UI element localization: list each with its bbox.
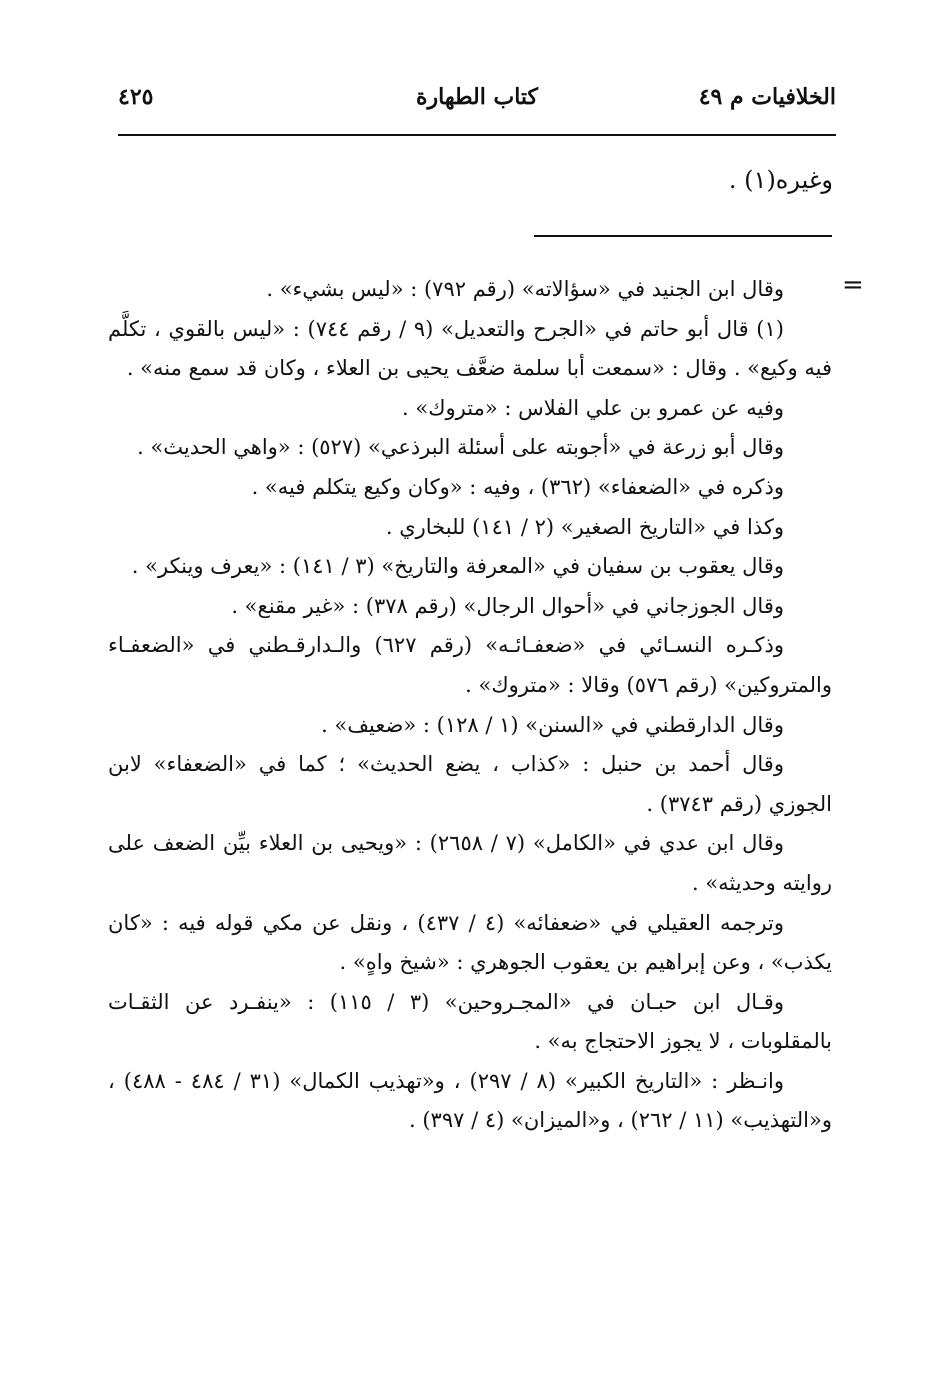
header-rule — [118, 134, 836, 136]
footnote-separator — [534, 235, 832, 237]
footnote-paragraph: وقال الجوزجاني في «أحوال الرجال» (رقم ٣٧٨) : «غير مقنع» . — [231, 593, 784, 618]
footnote-paragraph: وقال أبو زرعة في «أجوبته على أسئلة البرذعي» (٥٢٧) : «واهي الحديث» . — [137, 435, 784, 460]
main-text: وغيره(١) . — [728, 166, 833, 194]
footnote-paragraph: وكذا في «التاريخ الصغير» (٢ / ١٤١) للبخاري . — [385, 514, 784, 539]
footnotes — [108, 270, 832, 1141]
footnote-paragraph: وترجمه العقيلي في «ضعفائه» (٤ / ٤٣٧) ، ونقل عن مكي قوله فيه : «كان يكذب» ، وعن إبراهيم بن يعقوب الجوهري : «شيخ واهٍ» . — [108, 910, 832, 975]
footnote-paragraph: وقال ابن عدي في «الكامل» (٧ / ٢٦٥٨) : «ويحيى بن العلاء بيِّن الضعف على روايته وحديثه» . — [108, 831, 832, 895]
footnote-paragraph: وقال يعقوب بن سفيان في «المعرفة والتاريخ» (٣ / ١٤١) : «يعرف وينكر» . — [131, 554, 784, 579]
footnote-paragraph: وانـظر : «التاريخ الكبير» (٨ / ٢٩٧) ، و«تهذيب الكمال» (٣١ / ٤٨٤ - ٤٨٨) ، و«التهذيب» (١١ / ٢٦٢) ، و«الميزان» (٤ / ٣٩٧) . — [108, 1068, 832, 1133]
page-header — [118, 84, 836, 124]
chapter-title: كتاب الطهارة — [415, 84, 539, 110]
footnote-paragraph: وقال ابن الجنيد في «سؤالاته» (رقم ٧٩٢) : «ليس بشيء» . — [266, 277, 784, 301]
footnote-paragraph: وذكره في «الضعفاء» (٣٦٢) ، وفيه : «وكان وكيع يتكلم فيه» . — [251, 474, 784, 499]
footnote-paragraph: (١) قال أبو حاتم في «الجرح والتعديل» (٩ / رقم ٧٤٤) : «ليس بالقوي ، تكلَّم فيه وكيع» . وقال : «سمعت أبا سلمة ضعَّف يحيى بن العلاء ، وكان قد سمع منه» . — [108, 316, 832, 381]
continuation-mark: = — [842, 270, 864, 300]
footnote-paragraph: وفيه عن عمرو بن علي الفلاس : «متروك» . — [402, 395, 784, 420]
footnote-paragraph: وقـال ابن حبـان في «المجـروحين» (٣ / ١١٥) : «ينفـرد عن الثقـات بالمقلوبات ، لا يجوز الاحتجاج به» . — [108, 989, 832, 1054]
footnote-paragraph: وذكـره النسـائي في «ضعفـائـه» (رقم ٦٢٧) والـدارقـطني في «الضعفـاء والمتروكين» (رقم ٥٧٦) وقالا : «متروك» . — [108, 633, 832, 697]
page-number: ٤٢٥ — [118, 84, 154, 110]
footnote-paragraph: وقال الدارقطني في «السنن» (١ / ١٢٨) : «ضعيف» . — [321, 712, 784, 737]
running-title: الخلافيات م ٤٩ — [698, 84, 836, 110]
footnote-paragraph: وقال أحمد بن حنبل : «كذاب ، يضع الحديث» ؛ كما في «الضعفاء» لابن الجوزي (رقم ٣٧٤٣) . — [108, 752, 832, 816]
